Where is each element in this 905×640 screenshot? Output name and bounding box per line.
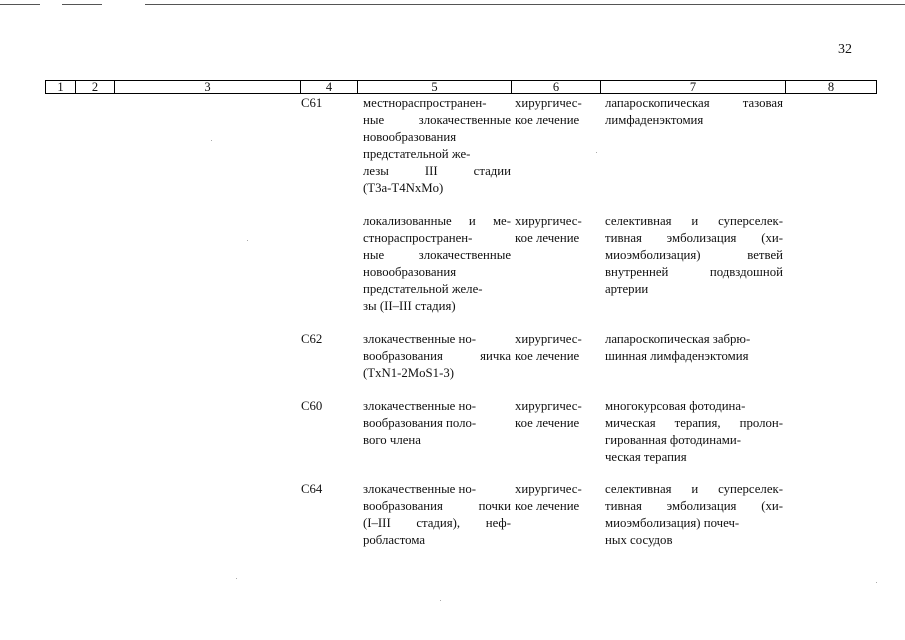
- method-line: [605, 498, 783, 515]
- word: лезы: [363, 163, 389, 178]
- word: ные: [363, 112, 385, 127]
- method-line: лимфаденэктомия: [605, 112, 704, 127]
- word: неф-: [485, 515, 511, 530]
- word: (I–III: [363, 515, 391, 530]
- row-condition: [363, 95, 511, 196]
- word: и: [691, 214, 699, 228]
- condition-line: [363, 515, 511, 532]
- word: тивная: [605, 230, 642, 245]
- word: (хи-: [761, 230, 783, 245]
- word: почки: [478, 498, 511, 513]
- word: селективная: [605, 482, 672, 496]
- method-line: шинная лимфаденэктомия: [605, 348, 749, 363]
- scan-top-rule: [145, 4, 905, 5]
- word: III: [424, 163, 438, 178]
- condition-line: новообразования: [363, 264, 457, 279]
- method-line: ных сосудов: [605, 532, 673, 547]
- treatment-line: кое лечение: [515, 498, 580, 513]
- row-condition: [363, 398, 476, 449]
- treatment-line: кое лечение: [515, 230, 580, 245]
- method-line: [605, 481, 783, 498]
- row-code: C64: [301, 482, 323, 496]
- header-col-6: 6: [512, 81, 601, 93]
- method-line: [605, 415, 783, 432]
- scan-speck: [876, 582, 877, 583]
- row-code: C61: [301, 96, 323, 110]
- scan-speck: [440, 600, 441, 601]
- method-line: [605, 213, 783, 230]
- method-line: [605, 95, 783, 112]
- row-method: [605, 95, 783, 129]
- word: стадии: [473, 163, 511, 178]
- word: и: [468, 214, 476, 228]
- table-header-row: [45, 80, 877, 94]
- condition-line: зы (II–III стадия): [363, 298, 456, 313]
- row-condition: [363, 331, 511, 382]
- condition-line: предстательной же-: [363, 146, 471, 161]
- word: вообразования: [363, 348, 443, 363]
- treatment-line: хирургичес-: [515, 96, 582, 110]
- row-treatment: [515, 95, 582, 129]
- scan-speck: [211, 140, 212, 141]
- header-col-2: 2: [76, 81, 115, 93]
- condition-line: злокачественные но-: [363, 482, 477, 496]
- word: ные: [363, 247, 385, 262]
- condition-line: вообразования поло-: [363, 415, 477, 430]
- word: пролон-: [739, 415, 783, 430]
- word: эмболизация: [666, 230, 737, 245]
- header-col-1: 1: [46, 81, 76, 93]
- method-line: гированная фотодинами-: [605, 432, 741, 447]
- row-treatment: [515, 398, 582, 432]
- row-method: [605, 213, 783, 298]
- treatment-line: хирургичес-: [515, 214, 582, 228]
- word: подвздошной: [709, 264, 783, 279]
- method-line: миоэмболизация) почеч-: [605, 515, 740, 530]
- header-col-5: 5: [358, 81, 512, 93]
- row-code: C62: [301, 332, 323, 346]
- row-treatment: [515, 213, 582, 247]
- treatment-line: хирургичес-: [515, 399, 582, 413]
- word: и: [691, 482, 699, 496]
- row-treatment: [515, 481, 582, 515]
- word: миоэмболизация): [605, 247, 701, 262]
- condition-line: [363, 112, 511, 129]
- word: мическая: [605, 415, 656, 430]
- word: злокачественные: [418, 112, 511, 127]
- header-col-7: 7: [601, 81, 786, 93]
- method-line: [605, 264, 783, 281]
- header-col-3: 3: [115, 81, 301, 93]
- condition-line: вого члена: [363, 432, 421, 447]
- row-treatment: [515, 331, 582, 365]
- word: терапия,: [674, 415, 721, 430]
- method-line: [605, 230, 783, 247]
- word: ветвей: [747, 247, 783, 262]
- word: суперселек-: [718, 482, 783, 496]
- word: суперселек-: [718, 214, 783, 228]
- condition-line: новообразования: [363, 129, 457, 144]
- word: лапароскопическая: [605, 96, 710, 110]
- condition-line: [363, 163, 511, 180]
- word: эмболизация: [666, 498, 737, 513]
- condition-line: [363, 498, 511, 515]
- condition-line: местнораспространен-: [363, 96, 487, 110]
- treatment-line: хирургичес-: [515, 482, 582, 496]
- word: вообразования: [363, 498, 443, 513]
- row-method: [605, 331, 750, 365]
- method-line: [605, 247, 783, 264]
- word: злокачественные: [418, 247, 511, 262]
- method-line: лапароскопическая забрю-: [605, 332, 751, 346]
- scan-speck: [236, 578, 237, 579]
- row-condition: [363, 481, 511, 549]
- condition-line: предстательной желе-: [363, 281, 483, 296]
- word: (хи-: [761, 498, 783, 513]
- word: яичка: [480, 348, 511, 363]
- scan-speck: [596, 152, 597, 153]
- scan-speck: [247, 240, 248, 241]
- treatment-line: хирургичес-: [515, 332, 582, 346]
- condition-line: [363, 213, 511, 230]
- treatment-line: кое лечение: [515, 112, 580, 127]
- row-code: C60: [301, 399, 323, 413]
- page-number: 32: [838, 42, 852, 57]
- word: локализованные: [363, 214, 452, 228]
- header-col-8: 8: [827, 80, 835, 94]
- scan-top-rule: [62, 4, 102, 5]
- header-col-4: 4: [301, 81, 358, 93]
- condition-line: (T3a-T4NxMo): [363, 180, 444, 195]
- scan-top-rule: [0, 4, 40, 5]
- condition-line: злокачественные но-: [363, 399, 477, 413]
- word: тивная: [605, 498, 642, 513]
- method-line: многокурсовая фотодина-: [605, 399, 746, 413]
- word: стадия),: [416, 515, 461, 530]
- word: селективная: [605, 214, 672, 228]
- word: ме-: [492, 214, 511, 228]
- row-method: [605, 398, 783, 466]
- condition-line: (TxN1-2MoS1-3): [363, 365, 454, 380]
- method-line: ческая терапия: [605, 449, 687, 464]
- word: тазовая: [742, 96, 783, 110]
- condition-line: робластома: [363, 532, 426, 547]
- word: внутренней: [605, 264, 669, 279]
- treatment-line: кое лечение: [515, 348, 580, 363]
- row-condition: [363, 213, 511, 314]
- condition-line: злокачественные но-: [363, 332, 477, 346]
- treatment-line: кое лечение: [515, 415, 580, 430]
- method-line: артерии: [605, 281, 649, 296]
- condition-line: [363, 247, 511, 264]
- row-method: [605, 481, 783, 549]
- condition-line: [363, 348, 511, 365]
- condition-line: стнораспространен-: [363, 230, 473, 245]
